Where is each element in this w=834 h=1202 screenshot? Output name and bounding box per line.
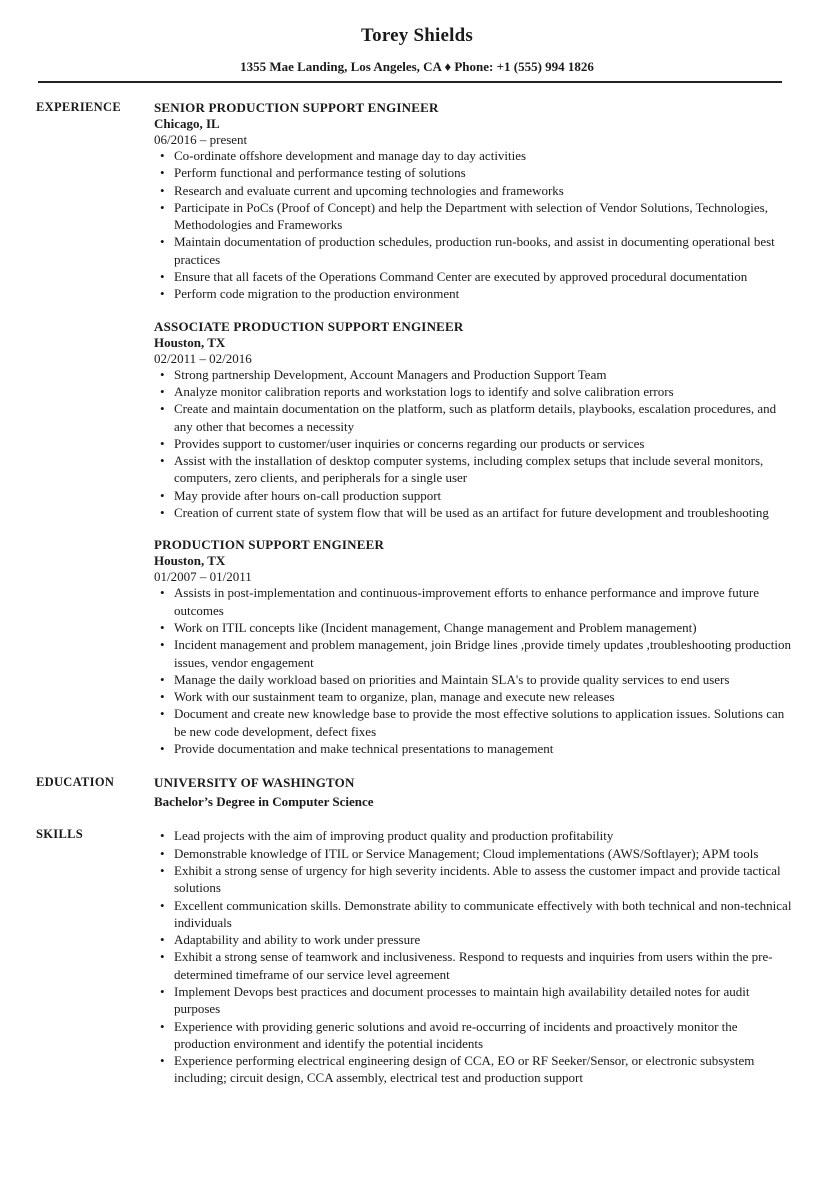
education-body [154, 775, 834, 810]
bullet-item: • Perform code migration to the production environment [174, 285, 794, 302]
job-entry [154, 537, 794, 757]
education-section [0, 775, 834, 810]
job-title: SENIOR PRODUCTION SUPPORT ENGINEER [154, 100, 439, 115]
bullet-item: • Co-ordinate offshore development and manage day to day activities [174, 147, 794, 164]
bullet-item: • Incident management and problem management, join Bridge lines ,provide timely updates ,troubleshooting production issues, vendor engagement [174, 636, 794, 671]
skill-item: • Experience with providing generic solutions and avoid re-occurring of incidents and proactively monitor the production environment and identify the potential incidents [174, 1018, 794, 1053]
skill-item: • Lead projects with the aim of improving product quality and production profitability [174, 827, 794, 844]
job-dates: 02/2011 – 02/2016 [154, 350, 252, 366]
bullet-item: • Participate in PoCs (Proof of Concept) and help the Department with selection of Vendor Solutions, Technologies, Methodologies and Frameworks [174, 199, 794, 234]
skills-section [0, 827, 834, 1086]
degree-name: Bachelor’s Degree in Computer Science [154, 794, 374, 810]
candidate-name: Torey Shields [361, 25, 473, 46]
job-title: PRODUCTION SUPPORT ENGINEER [154, 537, 385, 553]
experience-list [154, 100, 834, 773]
bullet-item: • Provides support to customer/user inquiries or concerns regarding our products or services [174, 435, 794, 452]
bullet-item: • Analyze monitor calibration reports and workstation logs to identify and solve calibration errors [174, 383, 794, 400]
bullet-item: • Work with our sustainment team to organize, plan, manage and execute new releases [174, 688, 794, 705]
skill-item: • Excellent communication skills. Demonstrate ability to communicate effectively with both technical and non-technical individuals [174, 897, 794, 932]
skill-item: • Exhibit a strong sense of urgency for high severity incidents. Able to assess the customer impact and provide tactical solutions [174, 862, 794, 897]
job-entry [154, 100, 794, 303]
contact-line: 1355 Mae Landing, Los Angeles, CA ♦ Phone: +1 (555) 994 1826 [240, 59, 594, 74]
job-title: ASSOCIATE PRODUCTION SUPPORT ENGINEER [154, 318, 464, 334]
school-name: UNIVERSITY OF WASHINGTON [154, 775, 355, 791]
job-bullets [154, 366, 794, 522]
bullet-item: • Research and evaluate current and upcoming technologies and frameworks [174, 182, 794, 199]
bullet-item: • Ensure that all facets of the Operations Command Center are executed by approved procedural documentation [174, 268, 794, 285]
bullet-item: • Provide documentation and make technical presentations to management [174, 740, 794, 757]
section-label-education: EDUCATION [36, 775, 115, 790]
job-dates: 06/2016 – present [154, 132, 248, 147]
bullet-item: • Strong partnership Development, Account Managers and Production Support Team [174, 366, 794, 383]
bullet-item: • Work on ITIL concepts like (Incident management, Change management and Problem management) [174, 619, 794, 636]
bullet-item: • Create and maintain documentation on the platform, such as platform details, playbooks, escalation procedures, and any other that becomes a necessity [174, 400, 794, 435]
job-bullets [154, 147, 794, 303]
bullet-item: • Document and create new knowledge base to provide the most effective solutions to application issues. Solutions can be new code development, defect fixes [174, 705, 794, 740]
skills-body [154, 827, 834, 1086]
job-location: Houston, TX [154, 553, 226, 569]
section-label-skills: SKILLS [36, 827, 83, 842]
job-location: Houston, TX [154, 334, 226, 350]
bullet-item: • Manage the daily workload based on priorities and Maintain SLA's to provide quality services to end users [174, 671, 794, 688]
bullet-item: • May provide after hours on-call production support [174, 487, 794, 504]
job-bullets [154, 584, 794, 757]
bullet-item: • Assist with the installation of desktop computer systems, including complex setups that include several monitors, computers, zero clients, and peripherals for a single user [174, 452, 794, 487]
skill-item: • Experience performing electrical engineering design of CCA, EO or RF Seeker/Sensor, or electronic subsystem including; circuit design, CCA assembly, electrical test and production support [174, 1052, 794, 1087]
job-entry [154, 319, 794, 522]
section-label-experience: EXPERIENCE [36, 100, 121, 114]
resume-header [0, 0, 834, 75]
bullet-item: • Maintain documentation of production schedules, production run-books, and assist in documenting operational best practices [174, 233, 794, 268]
header-divider [38, 81, 782, 83]
bullet-item: • Creation of current state of system flow that will be used as an artifact for future development and troubleshooting [174, 504, 794, 521]
experience-section [0, 100, 834, 773]
job-location: Chicago, IL [154, 116, 220, 131]
job-dates: 01/2007 – 01/2011 [154, 569, 252, 585]
skill-item: • Exhibit a strong sense of teamwork and inclusiveness. Respond to requests and inquiries from users within the pre-determined timeframe of our service level agreement [174, 948, 794, 983]
skill-item: • Implement Devops best practices and document processes to maintain high availability detailed notes for audit purposes [174, 983, 794, 1018]
skill-item: • Adaptability and ability to work under pressure [174, 931, 794, 948]
bullet-item: • Assists in post-implementation and continuous-improvement efforts to enhance performance and improve future outcomes [174, 584, 794, 619]
skills-list [154, 827, 794, 1086]
bullet-item: • Perform functional and performance testing of solutions [174, 164, 794, 181]
skill-item: • Demonstrable knowledge of ITIL or Service Management; Cloud implementations (AWS/Softlayer); APM tools [174, 845, 794, 862]
